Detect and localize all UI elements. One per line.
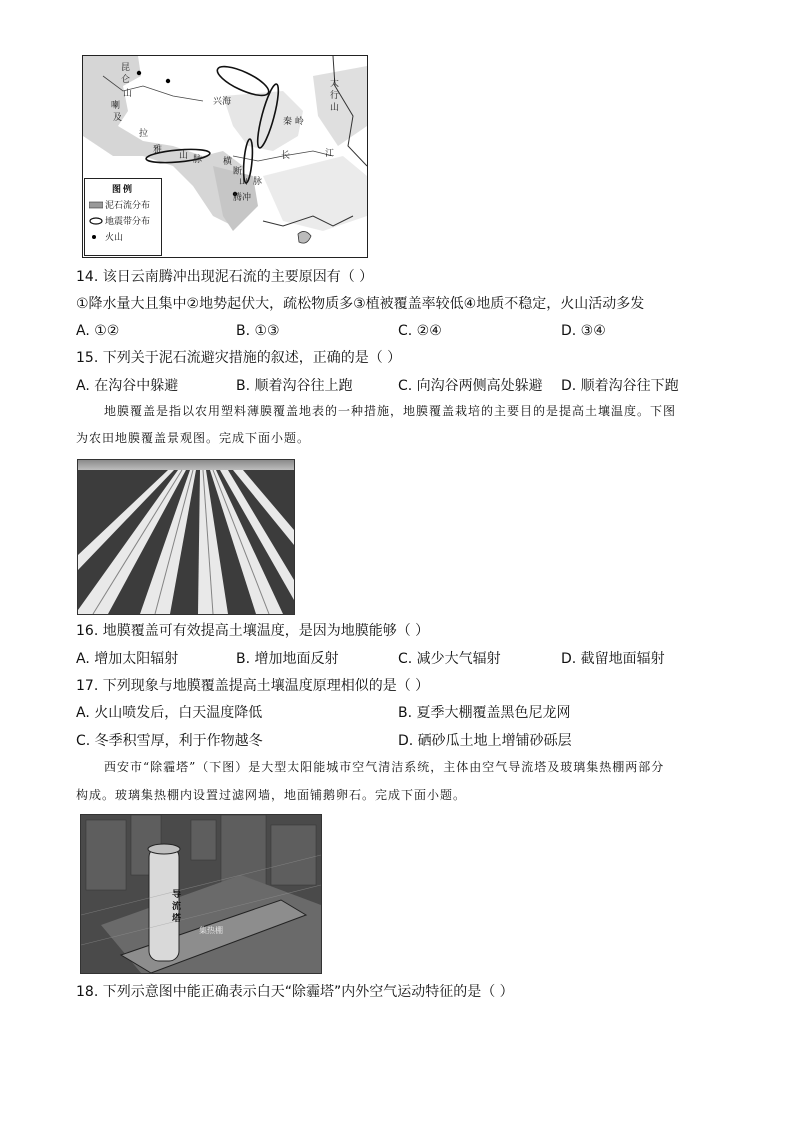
legend-row-volcano: [89, 230, 161, 243]
map-label: 雅: [153, 145, 163, 155]
map-label: 及: [113, 113, 123, 123]
map-label: 横: [223, 157, 233, 167]
map-label: 江: [325, 149, 335, 159]
map-label: 太: [330, 79, 340, 89]
map-legend: [84, 178, 162, 256]
volcano-dot: [137, 71, 141, 75]
legend-label: 地震带分布: [105, 217, 151, 227]
map-label: 山: [179, 151, 189, 161]
question-16-stem: 16. 地膜覆盖可有效提高土壤温度，是因为地膜能够（ ）: [76, 623, 430, 639]
legend-label: 泥石流分布: [105, 201, 151, 211]
tower-label: 流: [172, 902, 182, 912]
question-14-stem: 14. 该日云南腾冲出现泥石流的主要原因有（ ）: [76, 269, 374, 285]
option-15-a[interactable]: A. 在沟谷中躲避: [76, 378, 179, 394]
legend-row-quake: [89, 214, 161, 227]
map-label: 拉: [139, 129, 149, 139]
map-label: 昆: [121, 63, 131, 73]
map-label: 长: [281, 151, 291, 161]
map-label: 行: [330, 91, 340, 101]
option-14-a[interactable]: A. ①②: [76, 323, 120, 339]
legend-title: 图例: [111, 185, 134, 195]
debris-flow-icon: [89, 201, 103, 209]
option-16-c[interactable]: C. 减少大气辐射: [398, 651, 501, 667]
map-label: 仑: [121, 75, 131, 85]
option-14-c[interactable]: C. ②④: [398, 323, 442, 339]
legend-label: 火山: [105, 233, 124, 243]
option-15-b[interactable]: B. 顺着沟谷往上跑: [236, 378, 353, 394]
option-14-d[interactable]: D. ③④: [561, 323, 606, 339]
option-16-d[interactable]: D. 截留地面辐射: [561, 651, 665, 667]
greenhouse-label: 集热棚: [199, 926, 223, 935]
option-17-d[interactable]: D. 硒砂瓜土地上增铺砂砾层: [398, 733, 572, 749]
map-label: 脉: [253, 177, 263, 187]
mulch-field-drawing: [78, 460, 294, 614]
mulch-field-photo: [77, 459, 295, 615]
question-17-stem: 17. 下列现象与地膜覆盖提高土壤温度原理相似的是（ ）: [76, 678, 430, 694]
tower-label: 导: [172, 890, 182, 900]
passage-1-line-1: 地膜覆盖是指以农用塑料薄膜覆盖地表的一种措施，地膜覆盖栽培的主要目的是提高土壤温度。下图: [104, 404, 677, 418]
map-label: 喇: [111, 101, 121, 111]
option-17-b[interactable]: B. 夏季大棚覆盖黑色尼龙网: [398, 705, 571, 721]
option-16-a[interactable]: A. 增加太阳辐射: [76, 651, 179, 667]
volcano-icon: [89, 233, 103, 241]
question-14-statements: ①降水量大且集中②地势起伏大，疏松物质多③植被覆盖率较低④地质不稳定，火山活动多发: [76, 296, 645, 312]
legend-row-debris: [89, 198, 161, 211]
option-17-c[interactable]: C. 冬季积雪厚，利于作物越冬: [76, 733, 263, 749]
map-label: 脉: [193, 155, 203, 165]
option-14-b[interactable]: B. ①③: [236, 323, 280, 339]
map-label: 山: [239, 177, 249, 187]
option-15-c[interactable]: C. 向沟谷两侧高处躲避: [398, 378, 543, 394]
quake-belt-icon: [89, 217, 103, 225]
tower-label: 塔: [172, 914, 182, 924]
passage-2-line-1: 西安市“除霾塔”（下图）是大型太阳能城市空气清洁系统，主体由空气导流塔及玻璃集热棚两部分: [104, 760, 665, 774]
map-label: 山: [330, 103, 340, 113]
smog-tower-photo: [80, 814, 322, 974]
option-16-b[interactable]: B. 增加地面反射: [236, 651, 339, 667]
smog-tower-drawing: [81, 815, 321, 973]
option-15-d[interactable]: D. 顺着沟谷往下跑: [561, 378, 679, 394]
map-label: 兴海: [213, 97, 232, 107]
passage-1-line-2: 为农田地膜覆盖景观图。完成下面小题。: [76, 431, 311, 445]
map-label: 断: [233, 167, 243, 177]
hainan-island: [298, 231, 311, 243]
question-18-stem: 18. 下列示意图中能正确表示白天“除霾塔”内外空气运动特征的是（ ）: [76, 984, 514, 1000]
passage-2-line-2: 构成。玻璃集热棚内设置过滤网墙，地面铺鹅卵石。完成下面小题。: [76, 788, 467, 802]
map-label: 秦 岭: [283, 117, 304, 127]
question-15-stem: 15. 下列关于泥石流避灾措施的叙述，正确的是（ ）: [76, 350, 402, 366]
map-label: 山: [123, 89, 133, 99]
volcano-dot: [166, 79, 170, 83]
option-17-a[interactable]: A. 火山喷发后，白天温度降低: [76, 705, 263, 721]
map-label: 腾冲: [233, 193, 252, 203]
